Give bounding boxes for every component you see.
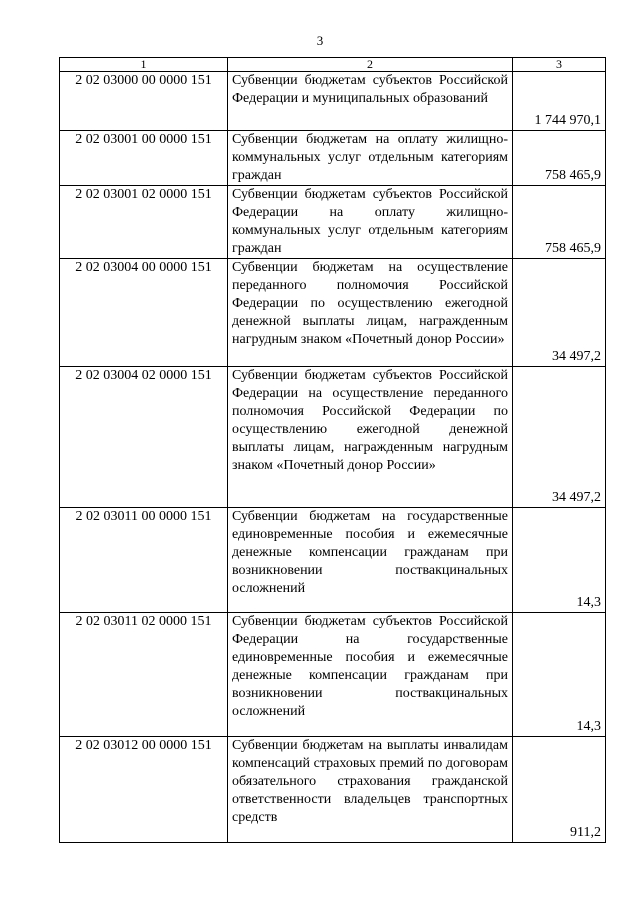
- budget-table: [59, 57, 606, 843]
- table-row: [60, 737, 606, 843]
- amount-cell: 34 497,2: [513, 367, 606, 508]
- budget-code-cell: 2 02 03011 00 0000 151: [60, 508, 228, 613]
- revenue-name-cell: Субвенции бюджетам на государственные единовременные пособия и ежемесячные денежные компенсации гражданам при возникновении поствакцинальных осложнений: [228, 508, 513, 613]
- column-number-3: 3: [513, 58, 606, 72]
- revenue-name-cell: Субвенции бюджетам на оплату жилищно-коммунальных услуг отдельным категориям граждан: [228, 131, 513, 186]
- table-row: [60, 72, 606, 131]
- revenue-name-cell: Субвенции бюджетам субъектов Российской Федерации на осуществление переданного полномочия Российской Федерации по осуществлению ежегодной денежной выплаты лицам, награжденным нагрудным знаком «Почетный донор России»: [228, 367, 513, 508]
- revenue-name-cell: Субвенции бюджетам субъектов Российской Федерации на оплату жилищно-коммунальных услуг отдельным категориям граждан: [228, 186, 513, 259]
- column-number-2: 2: [228, 58, 513, 72]
- table-row: [60, 186, 606, 259]
- table-row: [60, 613, 606, 737]
- table-row: [60, 508, 606, 613]
- table-row: [60, 367, 606, 508]
- budget-code-cell: 2 02 03012 00 0000 151: [60, 737, 228, 843]
- budget-code-cell: 2 02 03001 00 0000 151: [60, 131, 228, 186]
- table-body: [60, 58, 606, 843]
- budget-code-cell: 2 02 03011 02 0000 151: [60, 613, 228, 737]
- amount-cell: 34 497,2: [513, 259, 606, 367]
- column-number-row: [60, 58, 606, 72]
- budget-code-cell: 2 02 03004 00 0000 151: [60, 259, 228, 367]
- amount-cell: 14,3: [513, 508, 606, 613]
- amount-cell: 911,2: [513, 737, 606, 843]
- page-number: 3: [316, 33, 324, 48]
- amount-cell: 758 465,9: [513, 131, 606, 186]
- revenue-name-cell: Субвенции бюджетам на выплаты инвалидам компенсаций страховых премий по договорам обязательного страхования гражданской ответственности владельцев транспортных средств: [228, 737, 513, 843]
- budget-code-cell: 2 02 03004 02 0000 151: [60, 367, 228, 508]
- revenue-name-cell: Субвенции бюджетам субъектов Российской Федерации и муниципальных образований: [228, 72, 513, 131]
- column-number-1: 1: [60, 58, 228, 72]
- amount-cell: 1 744 970,1: [513, 72, 606, 131]
- revenue-name-cell: Субвенции бюджетам субъектов Российской Федерации на государственные единовременные пособия и ежемесячные денежные компенсации гражданам при возникновении поствакцинальных осложнений: [228, 613, 513, 737]
- table-row: [60, 259, 606, 367]
- amount-cell: 758 465,9: [513, 186, 606, 259]
- budget-code-cell: 2 02 03000 00 0000 151: [60, 72, 228, 131]
- budget-code-cell: 2 02 03001 02 0000 151: [60, 186, 228, 259]
- amount-cell: 14,3: [513, 613, 606, 737]
- table-row: [60, 131, 606, 186]
- revenue-name-cell: Субвенции бюджетам на осуществление переданного полномочия Российской Федерации по осуществлению ежегодной денежной выплаты лицам, награжденным нагрудным знаком «Почетный донор России»: [228, 259, 513, 367]
